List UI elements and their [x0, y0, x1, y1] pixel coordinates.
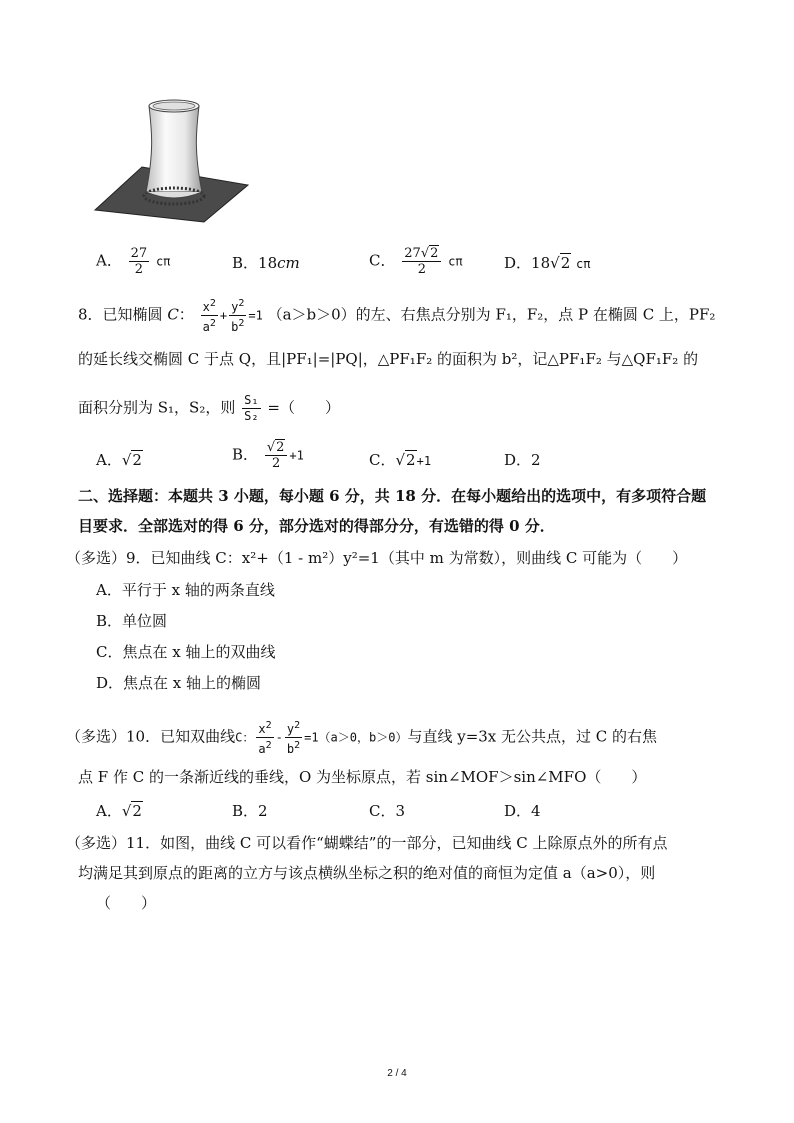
q8-option-b: B． $\frac{√2}{2}$ +1: [232, 440, 304, 471]
q9-stem: （多选）9．已知曲线 C：x²+（1 - m²）y²=1（其中 m 为常数），则曲线 C 可能为（ ）: [66, 549, 688, 567]
cooling-tower-figure: [92, 92, 252, 224]
q11-stem-line2: 均满足其到原点的距离的立方与该点横纵坐标之积的绝对值的商恒为定值 a（a>0），则: [78, 864, 656, 882]
q10-option-c: C．3: [369, 802, 406, 820]
q8-option-d: D．2: [504, 451, 541, 469]
page-number: 2 / 4: [387, 1068, 407, 1079]
section2-heading-line2: 目要求．全部选对的得 6 分，部分选对的得部分分，有选错的得 0 分．: [78, 517, 555, 535]
q8-stem-line3: 面积分别为 S₁，S₂，则 $\frac{\text{S₁}}{\text{S₂}}$ =（ ）: [78, 393, 340, 423]
q7-option-c: C． $\frac{27√2}{2}$ cπ: [369, 246, 463, 277]
q9-option-a: A．平行于 x 轴的两条直线: [96, 581, 275, 599]
q10-option-b: B．2: [232, 802, 268, 820]
section2-heading-line1: 二、选择题：本题共 3 小题，每小题 6 分，共 18 分．在每小题给出的选项中，有多项符合题: [78, 487, 707, 505]
q8-stem-line2: 的延长线交椭圆 C 于点 Q，且|PF₁|=|PQ|，△PF₁F₂ 的面积为 b²，记△PF₁F₂ 与△QF₁F₂ 的: [78, 350, 699, 368]
q8-stem-line1: 8．已知椭圆 C： $\frac{x^2}{a^2}$ + $\frac{y^2}{b^2}$ =1 （a＞b＞0）的左、右焦点分别为 F₁，F₂，点 P 在椭圆 C 上，PF₂: [78, 298, 716, 334]
q9-option-d: D．焦点在 x 轴上的椭圆: [96, 674, 262, 692]
q10-stem-line2: 点 F 作 C 的一条渐近线的垂线，O 为坐标原点，若 sin∠MOF＞sin∠MFO（ ）: [78, 768, 647, 786]
q11-stem-line1: （多选）11．如图，曲线 C 可以看作“蝴蝶结”的一部分，已知曲线 C 上除原点外的所有点: [66, 834, 668, 852]
q7-option-a: A． $\frac{27}{2}$ cπ: [96, 246, 171, 277]
q10-option-a: A．√2: [96, 802, 142, 820]
q10-stem-line1: （多选）10．已知双曲线C： $\frac{x^2}{a^2}$ - $\frac{y^2}{b^2}$ =1（a＞0，b＞0）与直线 y=3x 无公共点，过 C 的右焦: [66, 720, 658, 756]
q8-option-c: C．√2+1: [369, 451, 432, 469]
q10-option-d: D．4: [504, 802, 541, 820]
q7-option-d: D．18√2 cπ: [504, 254, 591, 272]
q11-stem-line3: （ ）: [96, 894, 157, 912]
q9-option-b: B．单位圆: [96, 612, 168, 630]
q7-option-b: B．18cm: [232, 254, 300, 272]
q8-option-a: A．√2: [96, 451, 142, 469]
q9-option-c: C．焦点在 x 轴上的双曲线: [96, 643, 276, 661]
